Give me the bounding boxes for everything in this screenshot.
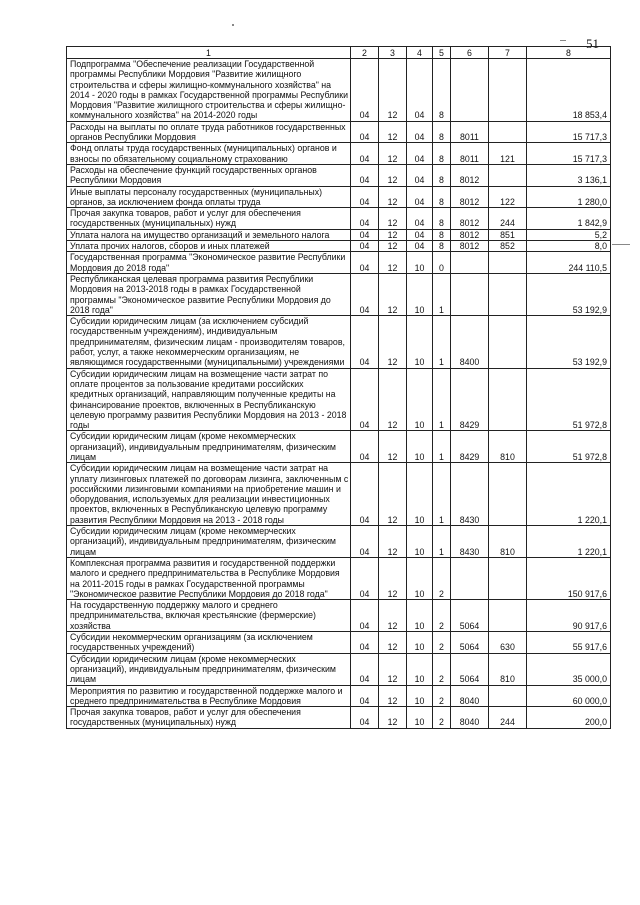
row-code-c4: 04 xyxy=(407,143,433,165)
row-code-c2: 04 xyxy=(351,273,379,315)
row-code-c7: 630 xyxy=(489,632,527,654)
row-code-c6 xyxy=(451,273,489,315)
table-row xyxy=(67,685,611,707)
row-code-c7 xyxy=(489,121,527,143)
row-code-c7 xyxy=(489,252,527,274)
row-amount: 18 853,4 xyxy=(527,59,611,122)
row-code-c6: 5064 xyxy=(451,632,489,654)
row-code-c5: 1 xyxy=(433,316,451,368)
row-code-c6 xyxy=(451,252,489,274)
row-code-c3: 12 xyxy=(379,229,407,240)
row-amount: 8,0 xyxy=(527,241,611,252)
row-code-c3: 12 xyxy=(379,208,407,230)
row-code-c3: 12 xyxy=(379,368,407,431)
row-amount: 15 717,3 xyxy=(527,143,611,165)
row-code-c7: 244 xyxy=(489,208,527,230)
row-code-c5: 2 xyxy=(433,632,451,654)
row-code-c5: 8 xyxy=(433,164,451,186)
scan-mark xyxy=(232,24,234,26)
row-code-c5: 1 xyxy=(433,463,451,526)
row-code-c2: 04 xyxy=(351,229,379,240)
row-code-c4: 10 xyxy=(407,707,433,729)
row-code-c3: 12 xyxy=(379,600,407,632)
table-row xyxy=(67,653,611,685)
row-code-c6: 8012 xyxy=(451,164,489,186)
row-code-c6: 8040 xyxy=(451,707,489,729)
row-name: Субсидии юридическим лицам (за исключением субсидий государственным учреждениям), индивидуальным предпринимателям, физическим лицам - производителям товаров, работ, услуг, а также некоммерческим организациям, не являющимся государственными (муниципальными) учреждениями xyxy=(67,316,351,368)
row-code-c7 xyxy=(489,273,527,315)
table-row xyxy=(67,143,611,165)
row-code-c5: 2 xyxy=(433,653,451,685)
row-code-c7 xyxy=(489,600,527,632)
row-amount: 55 917,6 xyxy=(527,632,611,654)
row-code-c5: 1 xyxy=(433,273,451,315)
row-code-c4: 04 xyxy=(407,229,433,240)
row-amount: 200,0 xyxy=(527,707,611,729)
row-code-c3: 12 xyxy=(379,431,407,463)
row-code-c7 xyxy=(489,685,527,707)
header-col-7: 7 xyxy=(489,47,527,59)
row-code-c2: 04 xyxy=(351,632,379,654)
row-code-c2: 04 xyxy=(351,186,379,208)
row-code-c4: 10 xyxy=(407,463,433,526)
header-col-5: 5 xyxy=(433,47,451,59)
row-code-c6: 8400 xyxy=(451,316,489,368)
row-name: Прочая закупка товаров, работ и услуг для обеспечения государственных (муниципальных) нужд xyxy=(67,707,351,729)
table-row xyxy=(67,557,611,599)
row-code-c7: 244 xyxy=(489,707,527,729)
row-code-c5: 2 xyxy=(433,685,451,707)
row-code-c3: 12 xyxy=(379,186,407,208)
row-code-c5: 8 xyxy=(433,241,451,252)
row-code-c2: 04 xyxy=(351,164,379,186)
row-code-c4: 04 xyxy=(407,241,433,252)
row-code-c4: 10 xyxy=(407,431,433,463)
row-code-c3: 12 xyxy=(379,526,407,558)
row-code-c7: 810 xyxy=(489,526,527,558)
row-code-c7: 852 xyxy=(489,241,527,252)
row-amount: 1 842,9 xyxy=(527,208,611,230)
row-code-c7: 851 xyxy=(489,229,527,240)
row-code-c6 xyxy=(451,59,489,122)
table-row xyxy=(67,463,611,526)
row-code-c6: 8011 xyxy=(451,143,489,165)
row-code-c3: 12 xyxy=(379,252,407,274)
row-name: Уплата налога на имущество организаций и земельного налога xyxy=(67,229,351,240)
scan-mark xyxy=(560,40,566,41)
header-row xyxy=(67,47,611,59)
row-code-c5: 8 xyxy=(433,208,451,230)
row-amount: 15 717,3 xyxy=(527,121,611,143)
row-code-c3: 12 xyxy=(379,316,407,368)
row-code-c5: 1 xyxy=(433,368,451,431)
row-amount: 53 192,9 xyxy=(527,273,611,315)
row-name: На государственную поддержку малого и среднего предпринимательства, включая крестьянские (фермерские) хозяйства xyxy=(67,600,351,632)
row-code-c5: 8 xyxy=(433,143,451,165)
row-code-c2: 04 xyxy=(351,526,379,558)
row-code-c5: 8 xyxy=(433,229,451,240)
row-code-c2: 04 xyxy=(351,252,379,274)
row-amount: 53 192,9 xyxy=(527,316,611,368)
row-amount: 35 000,0 xyxy=(527,653,611,685)
row-code-c2: 04 xyxy=(351,600,379,632)
row-code-c2: 04 xyxy=(351,463,379,526)
row-code-c2: 04 xyxy=(351,431,379,463)
header-col-2: 2 xyxy=(351,47,379,59)
row-code-c6: 8012 xyxy=(451,241,489,252)
row-name: Субсидии юридическим лицам (кроме некоммерческих организаций), индивидуальным предпринимателям, физическим лицам xyxy=(67,653,351,685)
row-code-c7: 810 xyxy=(489,653,527,685)
row-name: Расходы на обеспечение функций государственных органов Республики Мордовия xyxy=(67,164,351,186)
row-code-c6: 8040 xyxy=(451,685,489,707)
table-row xyxy=(67,316,611,368)
row-code-c7 xyxy=(489,463,527,526)
table-row xyxy=(67,252,611,274)
row-code-c3: 12 xyxy=(379,463,407,526)
row-code-c4: 10 xyxy=(407,685,433,707)
table-row xyxy=(67,121,611,143)
row-code-c6: 8429 xyxy=(451,368,489,431)
row-amount: 244 110,5 xyxy=(527,252,611,274)
row-code-c5: 2 xyxy=(433,600,451,632)
row-code-c6: 8430 xyxy=(451,463,489,526)
row-code-c2: 04 xyxy=(351,707,379,729)
row-name: Мероприятия по развитию и государственной поддержке малого и среднего предпринимательства в Республике Мордовия xyxy=(67,685,351,707)
row-amount: 1 280,0 xyxy=(527,186,611,208)
row-amount: 5,2 xyxy=(527,229,611,240)
table-row xyxy=(67,600,611,632)
row-code-c6: 8429 xyxy=(451,431,489,463)
table-row xyxy=(67,632,611,654)
row-name: Субсидии юридическим лицам (кроме некоммерческих организаций), индивидуальным предпринимателям, физическим лицам xyxy=(67,526,351,558)
row-code-c4: 10 xyxy=(407,632,433,654)
row-code-c3: 12 xyxy=(379,707,407,729)
row-name: Субсидии юридическим лицам (кроме некоммерческих организаций), индивидуальным предпринимателям, физическим лицам xyxy=(67,431,351,463)
row-code-c2: 04 xyxy=(351,59,379,122)
row-code-c4: 10 xyxy=(407,368,433,431)
row-code-c3: 12 xyxy=(379,632,407,654)
row-code-c6: 8011 xyxy=(451,121,489,143)
row-amount: 1 220,1 xyxy=(527,463,611,526)
row-code-c3: 12 xyxy=(379,164,407,186)
row-code-c4: 04 xyxy=(407,59,433,122)
row-code-c7 xyxy=(489,557,527,599)
row-code-c6: 8012 xyxy=(451,229,489,240)
row-code-c4: 10 xyxy=(407,252,433,274)
row-code-c5: 0 xyxy=(433,252,451,274)
table-row xyxy=(67,59,611,122)
header-col-3: 3 xyxy=(379,47,407,59)
row-code-c4: 04 xyxy=(407,208,433,230)
row-code-c5: 1 xyxy=(433,431,451,463)
row-code-c4: 10 xyxy=(407,653,433,685)
row-code-c3: 12 xyxy=(379,653,407,685)
row-code-c2: 04 xyxy=(351,685,379,707)
row-name: Субсидии юридическим лицам на возмещение части затрат на уплату лизинговых платежей по договорам лизинга, заключенным с российскими лизинговыми компаниями на приобретение машин и оборудования, используемых для реализации инвестиционных проектов, включенных в Республиканскую целевую программу развития Республики Мордовия на 2013 - 2018 годы xyxy=(67,463,351,526)
table-row xyxy=(67,707,611,729)
row-code-c2: 04 xyxy=(351,241,379,252)
row-name: Расходы на выплаты по оплате труда работников государственных органов Республики Мордовия xyxy=(67,121,351,143)
row-amount: 60 000,0 xyxy=(527,685,611,707)
row-code-c7 xyxy=(489,368,527,431)
row-code-c5: 2 xyxy=(433,557,451,599)
row-code-c3: 12 xyxy=(379,121,407,143)
row-code-c4: 10 xyxy=(407,600,433,632)
row-code-c6: 8012 xyxy=(451,208,489,230)
row-code-c7 xyxy=(489,164,527,186)
table-row xyxy=(67,431,611,463)
row-code-c6: 5064 xyxy=(451,653,489,685)
row-name: Иные выплаты персоналу государственных (муниципальных) органов, за исключением фонда оплаты труда xyxy=(67,186,351,208)
row-name: Субсидии юридическим лицам на возмещение части затрат по оплате процентов за пользование кредитами российских кредитных организаций, направляющим полученные кредиты на финансирование проектов, включенных в Республиканскую целевую программу развития Республики Мордовия на 2013 - 2018 годы xyxy=(67,368,351,431)
row-code-c6: 8012 xyxy=(451,186,489,208)
row-name: Фонд оплаты труда государственных (муниципальных) органов и взносы по обязательному социальному страхованию xyxy=(67,143,351,165)
row-code-c5: 1 xyxy=(433,526,451,558)
row-amount: 1 220,1 xyxy=(527,526,611,558)
row-code-c7: 121 xyxy=(489,143,527,165)
row-code-c2: 04 xyxy=(351,121,379,143)
budget-table xyxy=(66,46,611,729)
row-code-c5: 8 xyxy=(433,59,451,122)
row-code-c4: 10 xyxy=(407,273,433,315)
row-amount: 90 917,6 xyxy=(527,600,611,632)
row-code-c2: 04 xyxy=(351,557,379,599)
row-code-c4: 04 xyxy=(407,164,433,186)
row-code-c7: 122 xyxy=(489,186,527,208)
row-name: Республиканская целевая программа развития Республики Мордовия на 2013-2018 годы в рамках Государственной программы "Экономическое развитие Республики Мордовия до 2018 года" xyxy=(67,273,351,315)
row-code-c3: 12 xyxy=(379,143,407,165)
row-code-c7 xyxy=(489,59,527,122)
row-code-c4: 04 xyxy=(407,186,433,208)
table-row xyxy=(67,241,611,252)
table-row xyxy=(67,273,611,315)
header-col-6: 6 xyxy=(451,47,489,59)
row-code-c2: 04 xyxy=(351,208,379,230)
row-name: Комплексная программа развития и государственной поддержки малого и среднего предпринимательства в Республике Мордовия на 2011-2015 годы в рамках Государственной программы "Экономическое развитие Республики Мордовия до 2018 года" xyxy=(67,557,351,599)
row-code-c5: 8 xyxy=(433,186,451,208)
row-code-c6 xyxy=(451,557,489,599)
page-number: 51 xyxy=(586,36,599,51)
scan-mark xyxy=(612,244,630,245)
row-amount: 150 917,6 xyxy=(527,557,611,599)
table-row xyxy=(67,526,611,558)
row-code-c5: 8 xyxy=(433,121,451,143)
row-name: Прочая закупка товаров, работ и услуг для обеспечения государственных (муниципальных) нужд xyxy=(67,208,351,230)
row-code-c3: 12 xyxy=(379,59,407,122)
row-code-c2: 04 xyxy=(351,316,379,368)
row-code-c3: 12 xyxy=(379,241,407,252)
row-code-c3: 12 xyxy=(379,685,407,707)
table-row xyxy=(67,229,611,240)
header-col-1: 1 xyxy=(67,47,351,59)
row-amount: 51 972,8 xyxy=(527,431,611,463)
row-code-c7 xyxy=(489,316,527,368)
row-name: Уплата прочих налогов, сборов и иных платежей xyxy=(67,241,351,252)
row-code-c6: 8430 xyxy=(451,526,489,558)
row-name: Подпрограмма "Обеспечение реализации Государственной программы Республики Мордовия "Развитие жилищного строительства и сферы жилищно-коммунального хозяйства" на 2014 - 2020 годы в рамках Государственной программы Республики Мордовия "Развитие жилищного строительства и сферы жилищно-коммунального хозяйства" на 2014-2020 годы xyxy=(67,59,351,122)
row-code-c4: 10 xyxy=(407,526,433,558)
row-code-c6: 5064 xyxy=(451,600,489,632)
header-col-4: 4 xyxy=(407,47,433,59)
table-row xyxy=(67,208,611,230)
row-code-c2: 04 xyxy=(351,143,379,165)
row-amount: 51 972,8 xyxy=(527,368,611,431)
row-code-c7: 810 xyxy=(489,431,527,463)
row-code-c5: 2 xyxy=(433,707,451,729)
table-row xyxy=(67,368,611,431)
row-name: Субсидии некоммерческим организациям (за исключением государственных учреждений) xyxy=(67,632,351,654)
row-code-c4: 04 xyxy=(407,121,433,143)
row-code-c4: 10 xyxy=(407,557,433,599)
table-row xyxy=(67,164,611,186)
header-col-8: 8 xyxy=(527,47,611,59)
row-code-c4: 10 xyxy=(407,316,433,368)
row-code-c2: 04 xyxy=(351,368,379,431)
row-code-c3: 12 xyxy=(379,273,407,315)
row-amount: 3 136,1 xyxy=(527,164,611,186)
row-code-c3: 12 xyxy=(379,557,407,599)
row-name: Государственная программа "Экономическое развитие Республики Мордовия до 2018 года" xyxy=(67,252,351,274)
table-row xyxy=(67,186,611,208)
row-code-c2: 04 xyxy=(351,653,379,685)
